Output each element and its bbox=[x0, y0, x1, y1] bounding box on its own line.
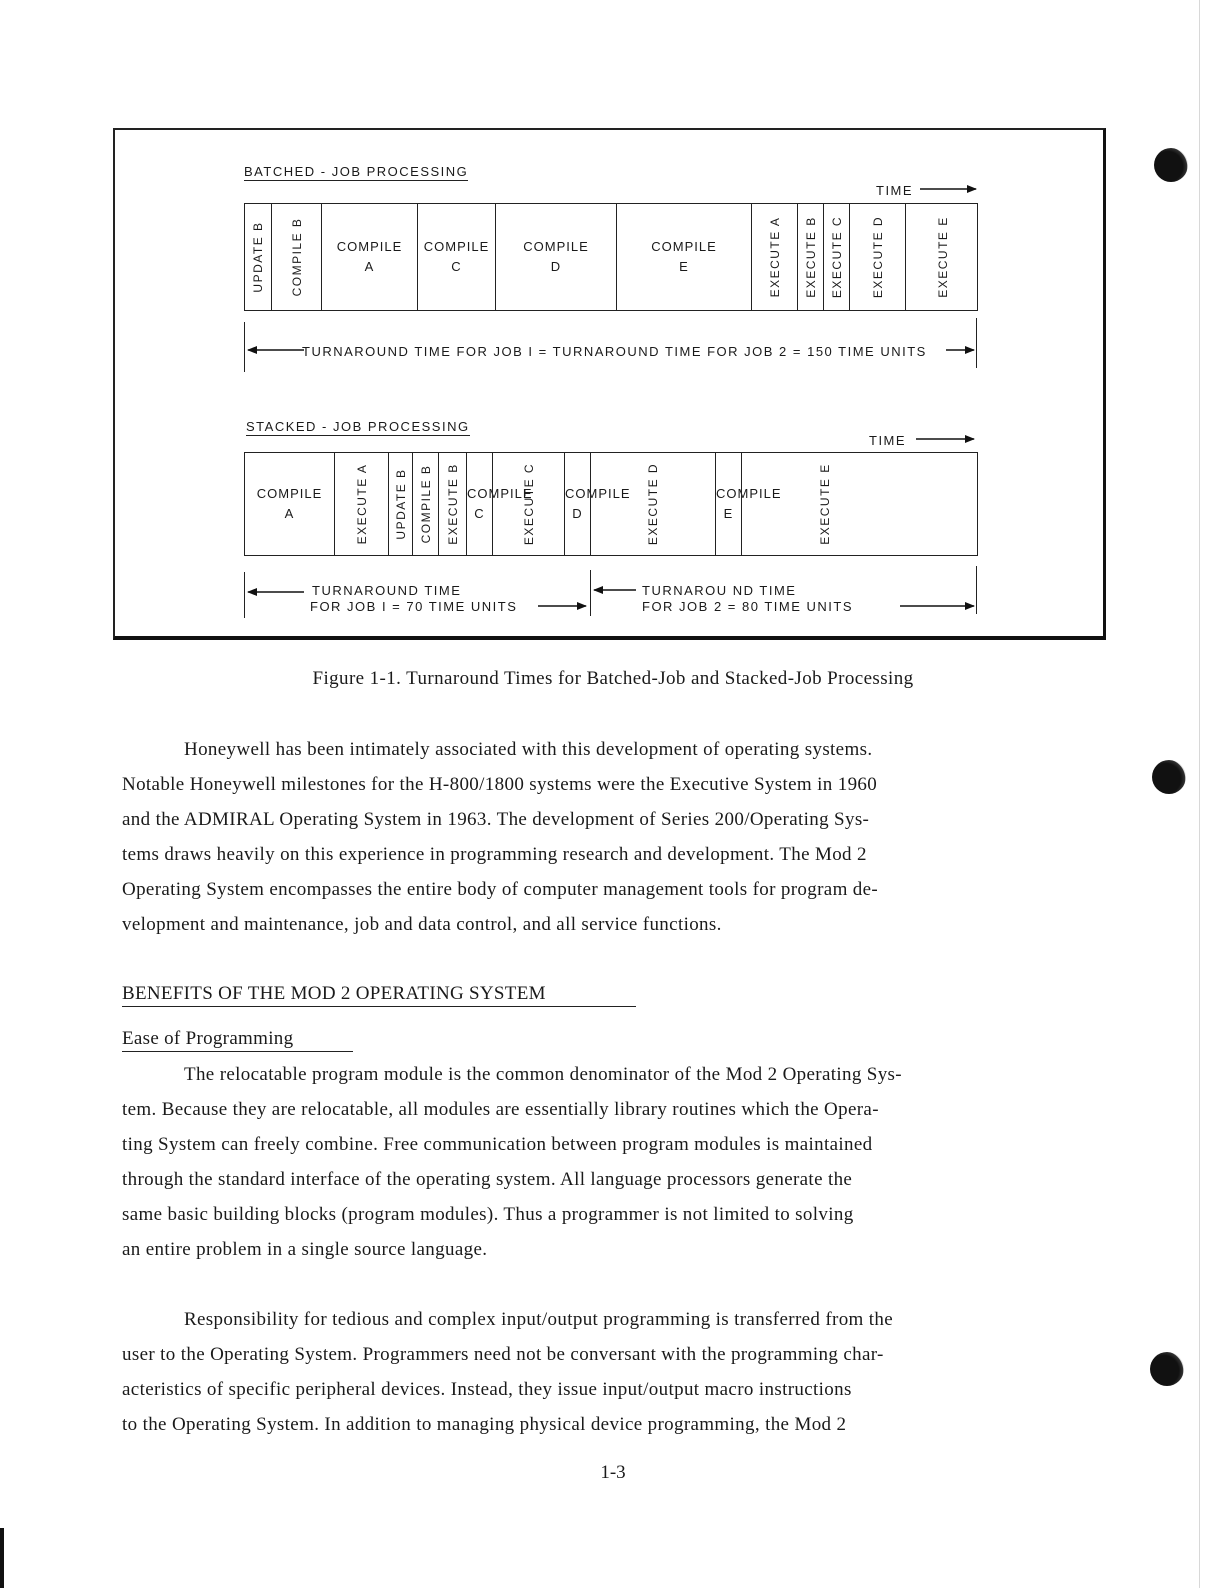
timeline-segment bbox=[715, 453, 782, 555]
text-line: tem. Because they are relocatable, all modules are essentially library routines which the Opera- bbox=[122, 1099, 879, 1120]
segment-label: COMPILE E bbox=[651, 239, 717, 274]
batched-time-arrow bbox=[918, 182, 978, 196]
page-edge bbox=[1199, 0, 1200, 1588]
segment-label: EXECUTE B bbox=[445, 463, 460, 545]
turnaround-bracket bbox=[590, 570, 591, 616]
segment-label: UPDATE B bbox=[251, 221, 265, 293]
timeline-segment bbox=[905, 204, 979, 310]
timeline-segment bbox=[271, 204, 321, 310]
job1-arrow-left bbox=[246, 585, 306, 599]
stacked-time-arrow bbox=[914, 432, 976, 446]
stacked-timeline-bar bbox=[244, 452, 978, 556]
timeline-segment bbox=[417, 204, 495, 310]
job1-turnaround-line1: TURNAROUND TIME bbox=[312, 583, 462, 598]
timeline-segment bbox=[564, 453, 631, 555]
job2-arrow-right bbox=[898, 599, 976, 613]
batched-time-label: TIME bbox=[876, 183, 914, 198]
text-line: an entire problem in a single source language. bbox=[122, 1239, 488, 1260]
binder-hole bbox=[1150, 1352, 1184, 1386]
timeline-segment bbox=[849, 204, 905, 310]
segment-label: COMPILE A bbox=[256, 486, 323, 521]
text-line: same basic building blocks (program modules). Thus a programmer is not limited to solving bbox=[122, 1204, 854, 1225]
segment-label: COMPILE C bbox=[423, 239, 490, 274]
timeline-segment bbox=[388, 453, 412, 555]
turnaround-bracket bbox=[976, 318, 977, 368]
job2-arrow-left bbox=[592, 583, 638, 597]
batched-heading: BATCHED - JOB PROCESSING bbox=[244, 164, 469, 179]
stacked-heading: STACKED - JOB PROCESSING bbox=[246, 419, 470, 434]
job2-turnaround-line2: FOR JOB 2 = 80 TIME UNITS bbox=[642, 599, 853, 614]
binder-hole bbox=[1154, 148, 1188, 182]
turnaround-bracket bbox=[244, 322, 245, 372]
text-line: to the Operating System. In addition to managing physical device programming, the Mod 2 bbox=[122, 1414, 847, 1435]
timeline-segment bbox=[590, 453, 715, 555]
segment-label: COMPILE B bbox=[289, 217, 304, 297]
segment-label: EXECUTE C bbox=[521, 462, 536, 546]
timeline-segment bbox=[741, 453, 907, 555]
segment-label: EXECUTE D bbox=[646, 462, 660, 546]
text-line: through the standard interface of the operating system. All language processors generate the bbox=[122, 1169, 853, 1190]
job1-turnaround-line2: FOR JOB I = 70 TIME UNITS bbox=[310, 599, 518, 614]
section-heading: BENEFITS OF THE MOD 2 OPERATING SYSTEM bbox=[122, 983, 636, 1007]
text-line: and the ADMIRAL Operating System in 1963. The development of Series 200/Operating Sys- bbox=[122, 809, 870, 830]
timeline-segment bbox=[412, 453, 438, 555]
text-line: acteristics of specific peripheral devices. Instead, they issue input/output macro instructions bbox=[122, 1379, 852, 1400]
timeline-segment bbox=[751, 204, 797, 310]
text-line: ting System can freely combine. Free communication between program modules is maintained bbox=[122, 1134, 873, 1155]
text-line: Operating System encompasses the entire body of computer management tools for program de- bbox=[122, 879, 879, 900]
timeline-segment bbox=[334, 453, 388, 555]
text-line: Responsibility for tedious and complex input/output programming is transferred from the bbox=[184, 1309, 894, 1330]
timeline-segment bbox=[245, 204, 271, 310]
batched-turnaround-text: TURNAROUND TIME FOR JOB I = TURNAROUND TIME FOR JOB 2 = 150 TIME UNITS bbox=[302, 344, 927, 359]
text-line: velopment and maintenance, job and data control, and all service functions. bbox=[122, 914, 722, 935]
segment-label: COMPILE E bbox=[716, 486, 782, 521]
timeline-segment bbox=[438, 453, 466, 555]
figure-caption: Figure 1-1. Turnaround Times for Batched-Job and Stacked-Job Processing bbox=[312, 668, 914, 689]
job2-turnaround-line1: TURNAROU ND TIME bbox=[642, 583, 797, 598]
segment-label: EXECUTE E bbox=[935, 216, 950, 298]
timeline-segment bbox=[823, 204, 849, 310]
segment-label: UPDATE B bbox=[393, 468, 408, 540]
segment-label: EXECUTE D bbox=[870, 215, 885, 299]
segment-label: EXECUTE A bbox=[354, 463, 369, 545]
timeline-segment bbox=[495, 204, 616, 310]
text-line: Honeywell has been intimately associated with this development of operating systems. bbox=[184, 739, 873, 760]
turnaround-arrow-left bbox=[246, 343, 306, 357]
scan-edge-mark bbox=[0, 1528, 4, 1588]
text-line: Notable Honeywell milestones for the H-800/1800 systems were the Executive System in 1960 bbox=[122, 774, 878, 795]
segment-label: COMPILE B bbox=[418, 464, 433, 544]
segment-label: EXECUTE A bbox=[767, 216, 782, 298]
segment-label: COMPILE C bbox=[467, 486, 533, 521]
segment-label: COMPILE D bbox=[523, 239, 589, 274]
job1-arrow-right bbox=[536, 599, 588, 613]
turnaround-bracket bbox=[976, 566, 977, 614]
segment-label: EXECUTE B bbox=[803, 216, 818, 298]
segment-label: COMPILE A bbox=[336, 239, 403, 274]
stacked-time-label: TIME bbox=[869, 433, 907, 448]
timeline-segment bbox=[245, 453, 334, 555]
text-line: The relocatable program module is the common denominator of the Mod 2 Operating Sys- bbox=[184, 1064, 902, 1085]
timeline-segment bbox=[616, 204, 751, 310]
timeline-segment bbox=[321, 204, 417, 310]
segment-label: COMPILE D bbox=[565, 486, 631, 521]
segment-label: EXECUTE C bbox=[829, 215, 844, 299]
text-line: user to the Operating System. Programmers need not be conversant with the programming char- bbox=[122, 1344, 884, 1365]
binder-hole bbox=[1152, 760, 1186, 794]
subheading: Ease of Programming bbox=[122, 1028, 353, 1052]
segment-label: EXECUTE E bbox=[817, 463, 832, 545]
batched-timeline-bar bbox=[244, 203, 978, 311]
text-line: tems draws heavily on this experience in programming research and development. The Mod 2 bbox=[122, 844, 867, 865]
timeline-segment bbox=[797, 204, 823, 310]
turnaround-arrow-right bbox=[944, 343, 976, 357]
timeline-segment bbox=[492, 453, 564, 555]
page-number: 1-3 bbox=[600, 1462, 626, 1483]
turnaround-bracket bbox=[244, 572, 245, 618]
